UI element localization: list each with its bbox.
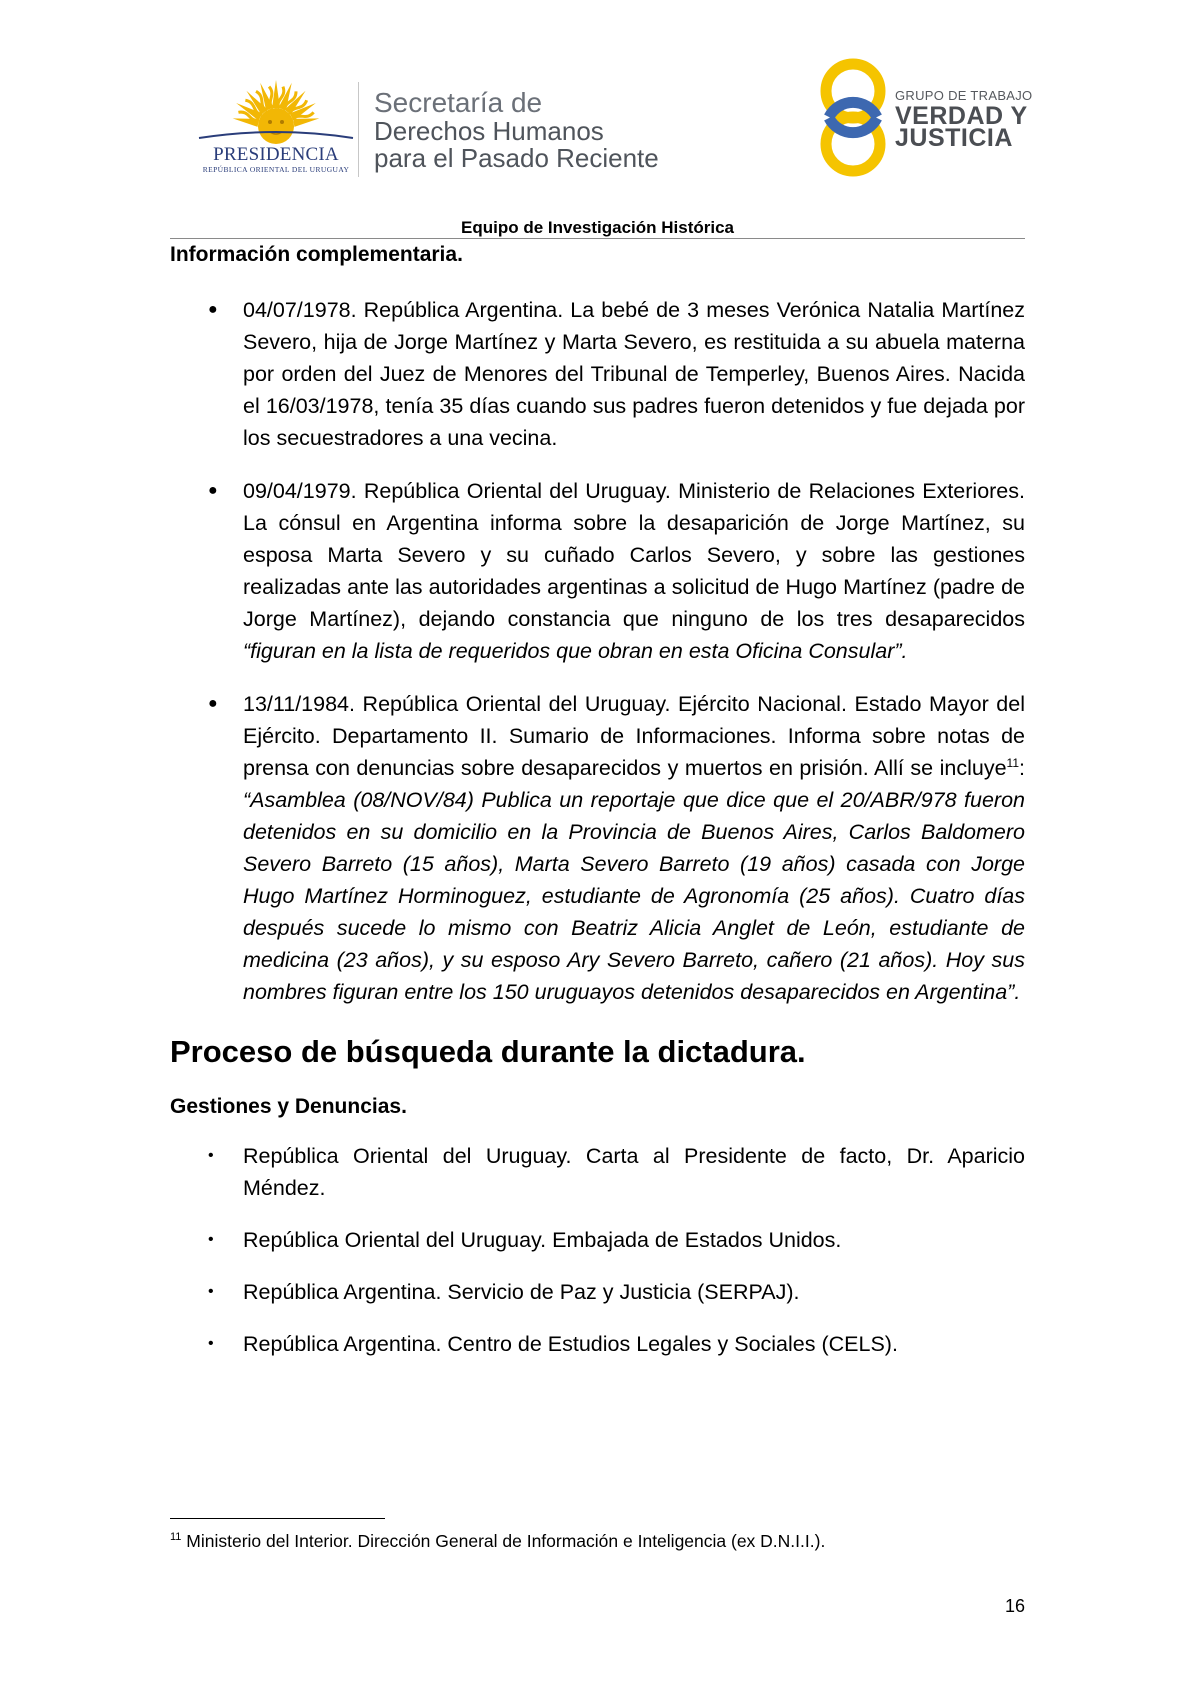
- footnote-text: Ministerio del Interior. Dirección General de Información e Inteligencia (ex D.N.I.I.).: [181, 1531, 826, 1551]
- section-heading: Proceso de búsqueda durante la dictadura.: [170, 1034, 806, 1069]
- header-divider: [358, 82, 359, 177]
- bullet-icon: ●: [208, 301, 218, 318]
- bullet-icon: •: [208, 1335, 214, 1352]
- footnote-number: 11: [170, 1531, 182, 1544]
- gestiones-label: Gestiones y Denuncias.: [170, 1095, 407, 1118]
- item-text: República Argentina. Centro de Estudios Legales y Sociales (CELS).: [243, 1332, 898, 1356]
- secretaria-logo-text: [374, 88, 659, 172]
- bullet-icon: •: [208, 1147, 214, 1164]
- presidencia-logo: [197, 78, 355, 178]
- vyj-verdad-label: VERDAD Y: [895, 102, 1028, 130]
- item-text: República Oriental del Uruguay. Embajada de Estados Unidos.: [243, 1228, 842, 1252]
- footnote-rule: [170, 1518, 385, 1519]
- vyj-grupo-label: GRUPO DE TRABAJO: [895, 88, 1033, 103]
- item-quote: “Asamblea (08/NOV/84) Publica un reportaje que dice que el 20/ABR/978 fueron detenidos en su domicilio en la Provincia de Buenos Aires, Carlos Baldomero Severo Barreto (15 años), Marta Severo Barreto (19 años) casada con Jorge Hugo Martínez Horminoguez, estudiante de Agronomía (25 años). Cuatro días después sucede lo mismo con Beatriz Alicia Anglet de León, estudiante de medicina (23 años), y su esposo Ary Severo Barreto, cañero (21 años). Hoy sus nombres figuran entre los 150 uruguayos detenidos desaparecidos en Argentina”.: [243, 788, 1025, 1004]
- page-header: [0, 0, 1190, 237]
- bullet-icon: •: [208, 1231, 214, 1248]
- bullet-icon: ●: [208, 695, 218, 712]
- team-title: Equipo de Investigación Histórica: [461, 218, 734, 237]
- list-item: [170, 1328, 1025, 1360]
- list-item: [170, 1224, 1025, 1256]
- gestiones-list: [170, 1140, 1025, 1360]
- secretaria-line-3: para el Pasado Reciente: [374, 143, 659, 173]
- header-rule: [170, 238, 1025, 239]
- info-list: [170, 294, 1025, 1008]
- presidencia-label: PRESIDENCIA: [213, 144, 339, 165]
- item-text-sep: :: [1019, 756, 1025, 780]
- sun-icon: [197, 78, 355, 148]
- list-item: [170, 688, 1025, 1008]
- list-item: [170, 1276, 1025, 1308]
- list-item: [170, 475, 1025, 667]
- bullet-icon: ●: [208, 482, 218, 499]
- page-number: 16: [1004, 1596, 1025, 1616]
- list-item: [170, 1140, 1025, 1204]
- item-text: República Argentina. Servicio de Paz y Justicia (SERPAJ).: [243, 1280, 800, 1304]
- document-body: [170, 240, 1025, 1380]
- secretaria-line-2: Derechos Humanos: [374, 116, 604, 146]
- footnote: [170, 1530, 825, 1552]
- info-section-label: Información complementaria.: [170, 243, 463, 266]
- item-text: 13/11/1984. República Oriental del Uruguay. Ejército Nacional. Estado Mayor del Ejército. Departamento II. Sumario de Informaciones. Informa sobre notas de prensa con denuncias sobre desaparecidos y muertos en prisión. Allí se incluye: [243, 692, 1025, 780]
- bullet-icon: •: [208, 1283, 214, 1300]
- secretaria-line-1: Secretaría de: [374, 87, 543, 118]
- item-text: 09/04/1979. República Oriental del Uruguay. Ministerio de Relaciones Exteriores. La cónsul en Argentina informa sobre la desaparición de Jorge Martínez, su esposa Marta Severo y su cuñado Carlos Severo, y sobre las gestiones realizadas ante las autoridades argentinas a solicitud de Hugo Martínez (padre de Jorge Martínez), dejando constancia que ninguno de los tres desaparecidos: [243, 479, 1025, 631]
- vyj-justicia-label: JUSTICIA: [895, 124, 1013, 152]
- item-quote: “figuran en la lista de requeridos que obran en esta Oficina Consular”.: [243, 639, 908, 663]
- item-text: 04/07/1978. República Argentina. La bebé de 3 meses Verónica Natalia Martínez Severo, hija de Jorge Martínez y Marta Severo, es restituida a su abuela materna por orden del Juez de Menores del Tribunal de Temperley, Buenos Aires. Nacida el 16/03/1978, tenía 35 días cuando sus padres fueron detenidos y fue dejada por los secuestradores a una vecina.: [243, 298, 1025, 450]
- presidencia-sublabel: REPÚBLICA ORIENTAL DEL URUGUAY: [202, 165, 350, 174]
- footnote-ref: 11: [1006, 755, 1020, 770]
- item-text: República Oriental del Uruguay. Carta al Presidente de facto, Dr. Aparicio Méndez.: [243, 1144, 1025, 1200]
- list-item: [170, 294, 1025, 454]
